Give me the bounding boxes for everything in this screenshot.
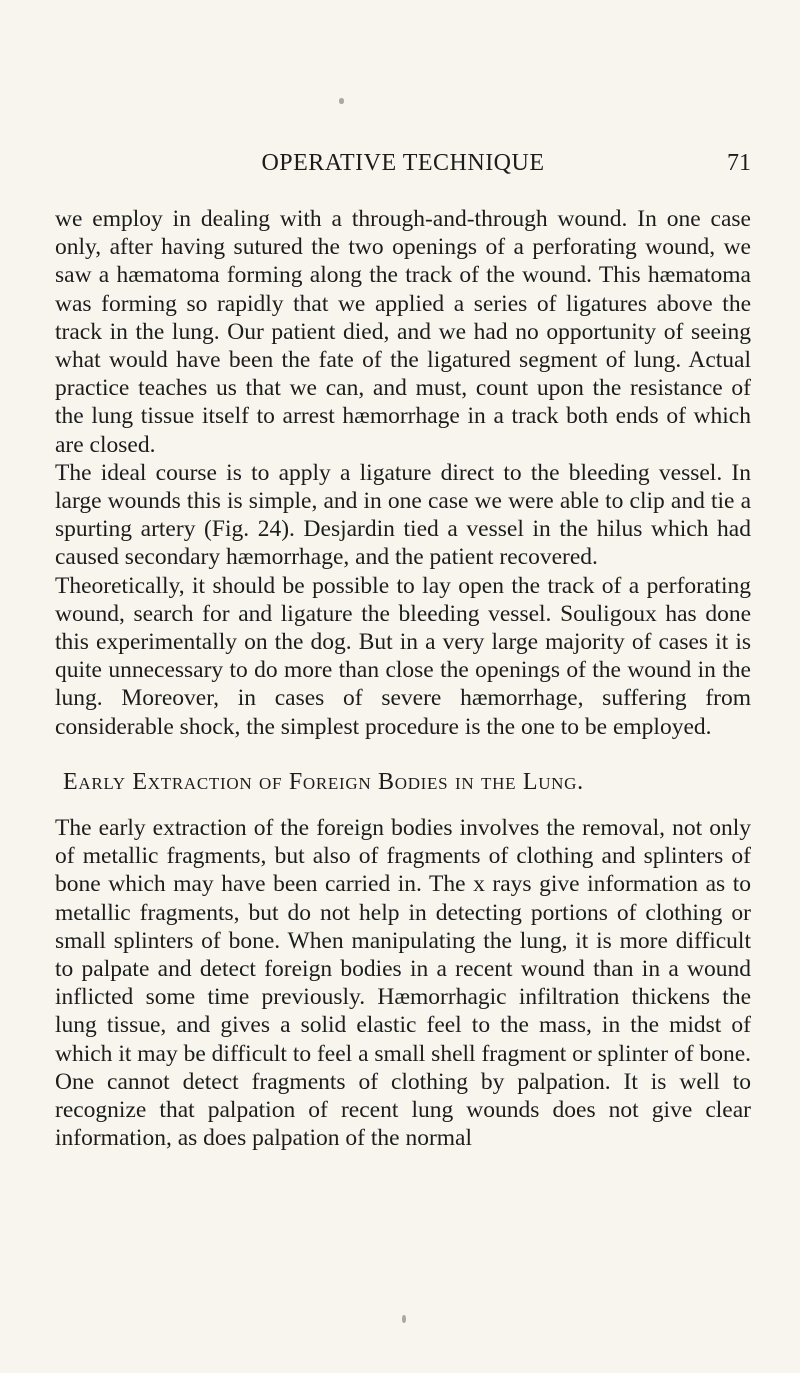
- paragraph: Theoretically, it should be possible to lay open the track of a perforating wound, search for and ligature the bleeding vessel. Souligoux has done this experimentally on the dog. But in a very large majority of cases it is quite unnecessary to do more than close the openings of the wound in the lung. Moreover, in cases of severe hæmorrhage, suffering from considerable shock, the simplest procedure is the one to be employed.: [55, 572, 751, 740]
- running-head: [55, 150, 751, 184]
- page-number: 71: [727, 150, 751, 176]
- print-speck: [339, 98, 344, 104]
- print-speck: [402, 1315, 406, 1323]
- body-text: [55, 205, 751, 1153]
- running-title: OPERATIVE TECHNIQUE: [261, 150, 545, 176]
- section-heading: Early Extraction of Foreign Bodies in the Lung.: [63, 768, 584, 795]
- paragraph: The early extraction of the foreign bodies involves the removal, not only of metallic fragments, but also of fragments of clothing and splinters of bone which may have been carried in. The x rays give information as to metallic fragments, but do not help in detecting portions of clothing or small splinters of bone. When manipulating the lung, it is more difficult to palpate and detect foreign bodies in a recent wound than in a wound inflicted some time previously. Hæmorrhagic infiltration thickens the lung tissue, and gives a solid elastic feel to the mass, in the midst of which it may be difficult to feel a small shell fragment or splinter of bone. One cannot detect fragments of clothing by palpation. It is well to recognize that palpation of recent lung wounds does not give clear information, as does palpation of the normal: [55, 815, 751, 1152]
- paragraph: The ideal course is to apply a ligature direct to the bleeding vessel. In large wounds this is simple, and in one case we were able to clip and tie a spurting artery (Fig. 24). Desjardin tied a vessel in the hilus which had caused secondary hæmorrhage, and the patient recovered.: [55, 459, 751, 571]
- paragraph: we employ in dealing with a through-and-through wound. In one case only, after having sutured the two openings of a perforating wound, we saw a hæmatoma forming along the track of the wound. This hæmatoma was forming so rapidly that we applied a series of ligatures above the track in the lung. Our patient died, and we had no opportunity of seeing what would have been the fate of the ligatured segment of lung. Actual practice teaches us that we can, and must, count upon the resistance of the lung tissue itself to arrest hæmorrhage in a track both ends of which are closed.: [55, 206, 751, 458]
